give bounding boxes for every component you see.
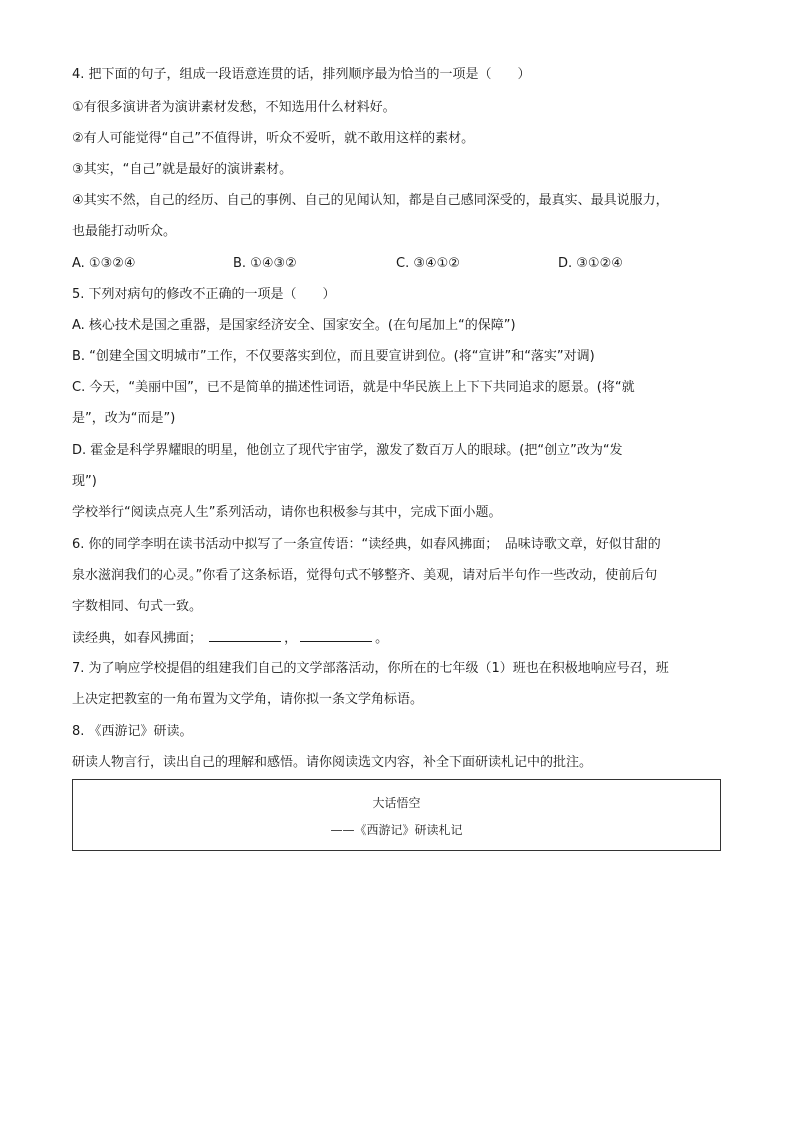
q6-line-3: 字数相同、句式一致。: [72, 599, 203, 614]
q4-option-b: B. ①④③②: [233, 256, 297, 271]
reading-notes-subtitle: ——《西游记》研读札记: [330, 823, 463, 837]
q6-answer-end: 。: [375, 631, 389, 646]
q5-option-d: D. 霍金是科学界耀眼的明星，他创立了现代宇宙学，激发了数百万人的眼球。(把“创立”改为“发: [72, 443, 623, 458]
q4-option-c: C. ③④①②: [396, 256, 460, 271]
q7-line-2: 上决定把教室的一角布置为文学角，请你拟一条文学角标语。: [72, 692, 424, 707]
q4-option-a: A. ①③②④: [72, 256, 136, 271]
q5-option-d-cont: 现”): [72, 474, 97, 489]
q5-stem: 5. 下列对病句的修改不正确的一项是（ ）: [72, 287, 336, 302]
reading-notes-title: 大话悟空: [372, 796, 421, 810]
q6-line-2: 泉水滋润我们的心灵。”你看了这条标语，觉得句式不够整齐、美观，请对后半句作一些改动，使前后句: [72, 568, 658, 583]
q5-option-c-cont: 是”，改为“而是”): [72, 411, 176, 426]
q4-sentence-3: ③其实，“自己”就是最好的演讲素材。: [72, 162, 293, 177]
q8-stem: 8. 《西游记》研读。: [72, 724, 193, 739]
q4-option-d: D. ③①②④: [558, 256, 623, 271]
q4-sentence-2: ②有人可能觉得“自己”不值得讲，听众不爱听，就不敢用这样的素材。: [72, 131, 475, 146]
q8-instruction: 研读人物言行，读出自己的理解和感悟。请你阅读选文内容，补全下面研读札记中的批注。: [72, 755, 593, 770]
q6-answer-separator: ，: [284, 631, 298, 646]
q4-stem: 4. 把下面的句子，组成一段语意连贯的话，排列顺序最为恰当的一项是（ ）: [72, 67, 531, 82]
q6-answer-blank-2[interactable]: [300, 629, 372, 642]
q5-option-b: B. “创建全国文明城市”工作，不仅要落实到位，而且要宣讲到位。(将“宣讲”和“落实”对调): [72, 349, 595, 364]
q6-line-1: 6. 你的同学李明在读书活动中拟写了一条宣传语：“读经典，如春风拂面； 品味诗歌文章，好似甘甜的: [72, 537, 661, 552]
q6-answer-blank-1[interactable]: [209, 629, 281, 642]
reading-notes-box: [72, 779, 721, 851]
q5-option-c: C. 今天，“美丽中国”，已不是简单的描述性词语，就是中华民族上上下下共同追求的愿景。(将“就: [72, 380, 635, 395]
q6-answer-prefix: 读经典，如春风拂面；: [72, 631, 203, 646]
section-intro: 学校举行“阅读点亮人生”系列活动，请你也积极参与其中，完成下面小题。: [72, 505, 502, 520]
q4-sentence-1: ①有很多演讲者为演讲素材发愁，不知选用什么材料好。: [72, 100, 396, 115]
q7-line-1: 7. 为了响应学校提倡的组建我们自己的文学部落活动，你所在的七年级（1）班也在积极地响应号召，班: [72, 661, 669, 676]
q6-answer-line: [72, 629, 388, 648]
q4-sentence-4: ④其实不然，自己的经历、自己的事例、自己的见闻认知，都是自己感同深受的，最真实、最具说服力，: [72, 193, 669, 208]
q5-option-a: A. 核心技术是国之重器，是国家经济安全、国家安全。(在句尾加上“的保障”): [72, 318, 516, 333]
q4-sentence-4-cont: 也最能打动听众。: [72, 224, 177, 239]
